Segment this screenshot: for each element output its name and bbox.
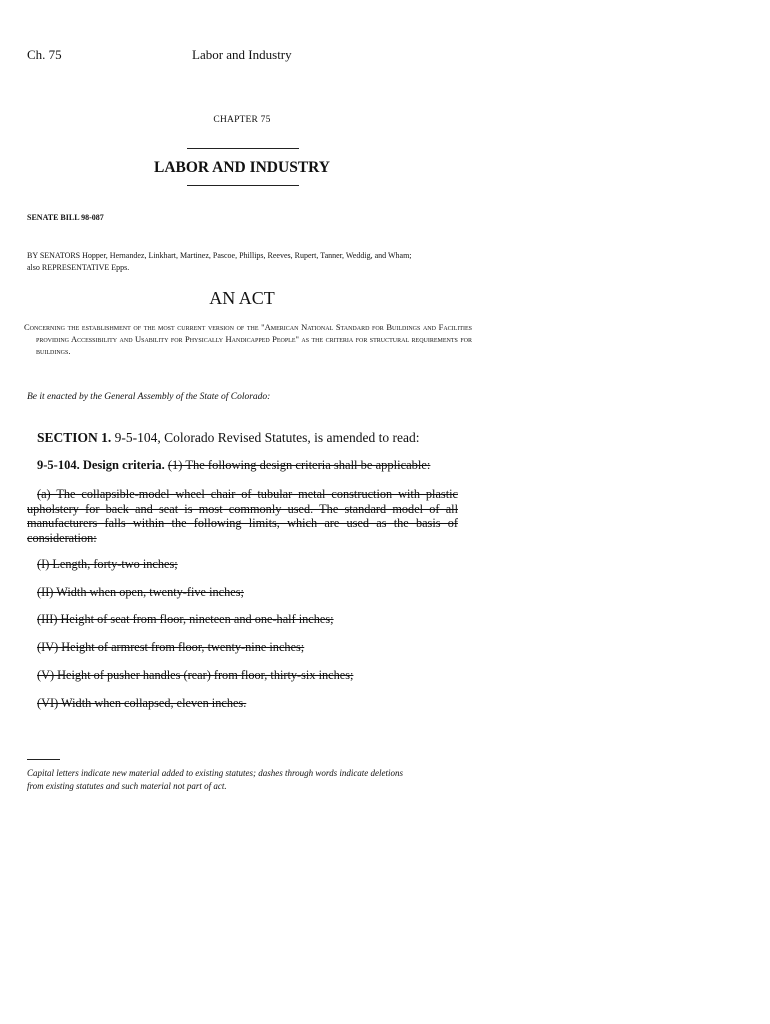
list-item: (III) Height of seat from floor, nineteen and one-half inches; [37, 612, 334, 626]
enacting-clause: Be it enacted by the General Assembly of the State of Colorado: [27, 392, 271, 402]
sponsors [27, 250, 467, 274]
chapter-title: LABOR AND INDUSTRY [153, 159, 330, 176]
running-header-chapter: Ch. 75 [27, 47, 62, 62]
footnote-rule [27, 759, 60, 760]
statute-number-title: 9-5-104. Design criteria. [37, 458, 165, 472]
list-item: (VI) Width when collapsed, eleven inches. [37, 696, 247, 710]
footnote [27, 767, 467, 792]
paragraph-a-deleted: (a) The collapsible-model wheel chair of tubular metal construction with plastic upholstery for back and seat is most commonly used. The standard model of all manufacturers falls within the following limits, which are used as the basis of consideration: [27, 487, 458, 545]
concerning-clause: Concerning the establishment of the most current version of the "American National Standard for Buildings and Facilities providing Accessibility and Usability for Physically Handicapped People" as the criteria for structural requirements for buildings. [24, 322, 472, 356]
sponsors-line-2: also REPRESENTATIVE Epps. [27, 263, 130, 272]
title-top-rule [187, 148, 299, 149]
section-heading [37, 430, 419, 446]
list-item: (V) Height of pusher handles (rear) from floor, thirty-six inches; [37, 668, 354, 682]
statute-heading [37, 458, 467, 473]
list-item: (II) Width when open, twenty-five inches; [37, 585, 244, 599]
running-header-title: Labor and Industry [192, 47, 292, 62]
list-item: (I) Length, forty-two inches; [37, 557, 178, 571]
section-text: 9-5-104, Colorado Revised Statutes, is amended to read: [114, 430, 420, 445]
sponsors-line-1: BY SENATORS Hopper, Hernandez, Linkhart, Martinez, Pascoe, Phillips, Reeves, Rupert, Tanner, Weddig, and Wham; [27, 251, 412, 260]
section-label: SECTION 1. [37, 430, 112, 445]
chapter-label: CHAPTER 75 [213, 115, 271, 125]
list-item: (IV) Height of armrest from floor, twenty-nine inches; [37, 640, 305, 654]
act-title: AN ACT [209, 288, 275, 308]
bill-number: SENATE BILL 98-087 [27, 213, 104, 222]
footnote-line-1: Capital letters indicate new material added to existing statutes; dashes through words indicate deletions [27, 768, 404, 778]
footnote-line-2: from existing statutes and such material not part of act. [27, 780, 227, 791]
statute-deleted-intro: (1) The following design criteria shall be applicable: [167, 458, 431, 472]
title-bottom-rule [187, 185, 299, 186]
